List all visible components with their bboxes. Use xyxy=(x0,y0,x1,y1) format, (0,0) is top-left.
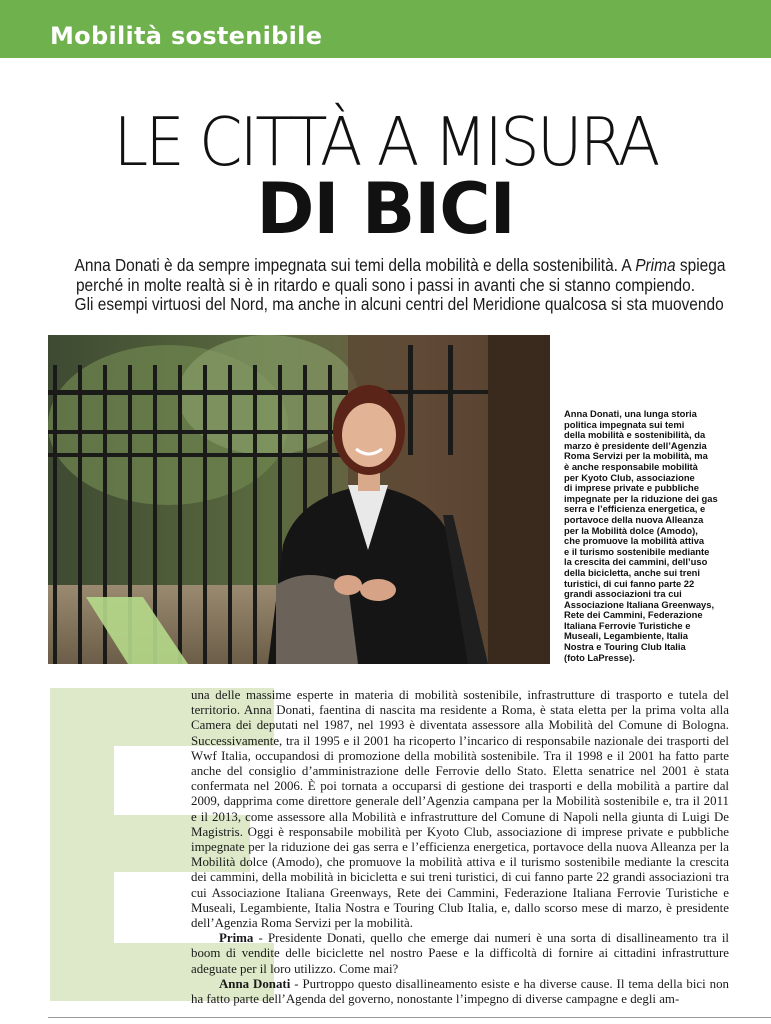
portrait-photo-illustration xyxy=(48,335,550,664)
caption-line: è anche responsabile mobilità xyxy=(564,460,698,472)
lead-line-2: perché in molte realtà si è in ritardo e quali sono i passi in avanti che si stanno compiendo. xyxy=(75,274,696,295)
caption-line: Associazione Italiana Greenways, xyxy=(564,598,715,610)
question-speaker: Prima xyxy=(219,931,254,946)
caption-line: per la Mobilità dolce (Amodo), xyxy=(564,524,698,536)
section-band xyxy=(0,0,771,58)
caption-line: Anna Donati, una lunga storia xyxy=(564,408,697,419)
caption-line: e il turismo sostenibile mediante xyxy=(564,545,710,557)
caption-line: Italiana Ferrovie Turistiche e xyxy=(564,619,691,631)
bottom-rule xyxy=(48,1017,771,1018)
photo-caption xyxy=(564,409,744,663)
caption-line: marzo è presidente dell’Agenzia xyxy=(564,439,707,451)
caption-line: della bicicletta, anche sui treni xyxy=(564,566,700,578)
lead-italic-prima: Prima xyxy=(635,255,676,275)
caption-line: Rete dei Cammini, Federazione xyxy=(564,609,703,621)
caption-line: politica impegnata sui temi xyxy=(564,418,685,430)
caption-line: della mobilità e sostenibilità, da xyxy=(564,429,706,441)
caption-line: (foto LaPresse). xyxy=(564,651,635,663)
headline-line-2: DI BICI xyxy=(256,168,515,250)
caption-line: turistici, di cui fanno parte 22 xyxy=(564,577,695,589)
lead-line-1: Anna Donati è da sempre impegnata sui temi della mobilità e della sostenibilità. A Prima spiega xyxy=(74,255,726,275)
caption-line: portavoce della nuova Alleanza xyxy=(564,513,704,525)
caption-line: Nostra e Touring Club Italia xyxy=(564,641,686,653)
article-body xyxy=(191,688,729,1007)
caption-line: serra e l’efficienza energetica, e xyxy=(564,503,706,515)
caption-line: Roma Servizi per la mobilità, ma xyxy=(564,450,708,462)
lead-paragraph xyxy=(74,255,726,315)
caption-line: Museali, Legambiente, Italia xyxy=(564,630,688,642)
answer-paragraph: Anna Donati - Purtroppo questo disallineamento esiste e ha diverse cause. Il tema della bici non ha fatto parte dell’Agenda del governo, nonostante l’impegno di diverse campagne e degli am- xyxy=(191,976,729,1007)
portrait-photo xyxy=(48,335,550,664)
caption-line: che promuove la mobilità attiva xyxy=(564,535,705,547)
headline-line-1: LE CITTÀ A MISURA xyxy=(113,103,658,181)
section-title: Mobilità sostenibile xyxy=(50,22,323,50)
caption-line: per Kyoto Club, associazione xyxy=(564,471,695,483)
caption-line: di imprese private e pubbliche xyxy=(564,482,699,494)
question-paragraph: Prima - Presidente Donati, quello che emerge dai numeri è una sorta di disallineamento tra il boom di vendite delle biciclette nel nostro Paese e la difficoltà di fornire ai cittadini infrastrutture adeguate per il loro utilizzo. Come mai? xyxy=(191,931,729,976)
body-paragraph-1: una delle massime esperte in materia di mobilità sostenibile, infrastrutture di trasporto e tutela del territorio. Anna Donati, faentina di nascita ma residente a Roma, è stata eletta per la prima volta alla Camera dei deputati nel 1987, nel 1993 è diventata assessore alla Mobilità del Comune di Bologna. Successivamente, tra il 1995 e il 2001 ha ricoperto l’incarico di responsabile nazionale dei trasporti del Wwf Italia, occupandosi di promozione della mobilità sostenibile. Tra il 1998 e il 2001 ha fatto parte anche del consiglio d’amministrazione delle Ferrovie dello Stato. Eletta senatrice nel 2001 è stata confermata nel 2006. È poi tornata a occuparsi di gestione dei trasporti e della mobilità a partire dal 2009, dapprima come direttore generale dell’Agenzia campana per la Mobilità sostenibile e, tra il 2011 e il 2013, come assessore alla Mobilità e infrastrutture del Comune di Napoli nella giunta di Luigi De Magistris. Oggi è responsabile mobilità per Kyoto Club, associazione di imprese private e pubbliche impegnate per la riduzione dei gas serra e l’efficienza energetica, portavoce della nuova Alleanza per la Mobilità dolce (Amodo), che promuove la mobilità attiva e il turismo sostenibile mediante la crescita dei cammini, della mobilità in bicicletta e sui treni turistici, di cui fanno parte 22 grandi associazioni tra cui Associazione Italiana Greenways, Rete dei Cammini, Federazione Italiana Ferrovie Turistiche e Museali, Legambiente, Italia Nostra e Touring Club Italia, e, dallo scorso mese di marzo, è presidente dell’Agenzia Roma Servizi per la mobilità. xyxy=(191,688,729,931)
answer-speaker: Anna Donati xyxy=(219,976,291,991)
drop-cap-letter: E xyxy=(50,688,51,689)
caption-line: grandi associazioni tra cui xyxy=(564,588,682,600)
caption-line: impegnate per la riduzione dei gas xyxy=(564,492,718,504)
lead-line-3: Gli esempi virtuosi del Nord, ma anche in alcuni centri del Meridione qualcosa si sta muovendo xyxy=(74,294,724,314)
caption-line: la crescita dei cammini, dell’uso xyxy=(564,556,708,568)
